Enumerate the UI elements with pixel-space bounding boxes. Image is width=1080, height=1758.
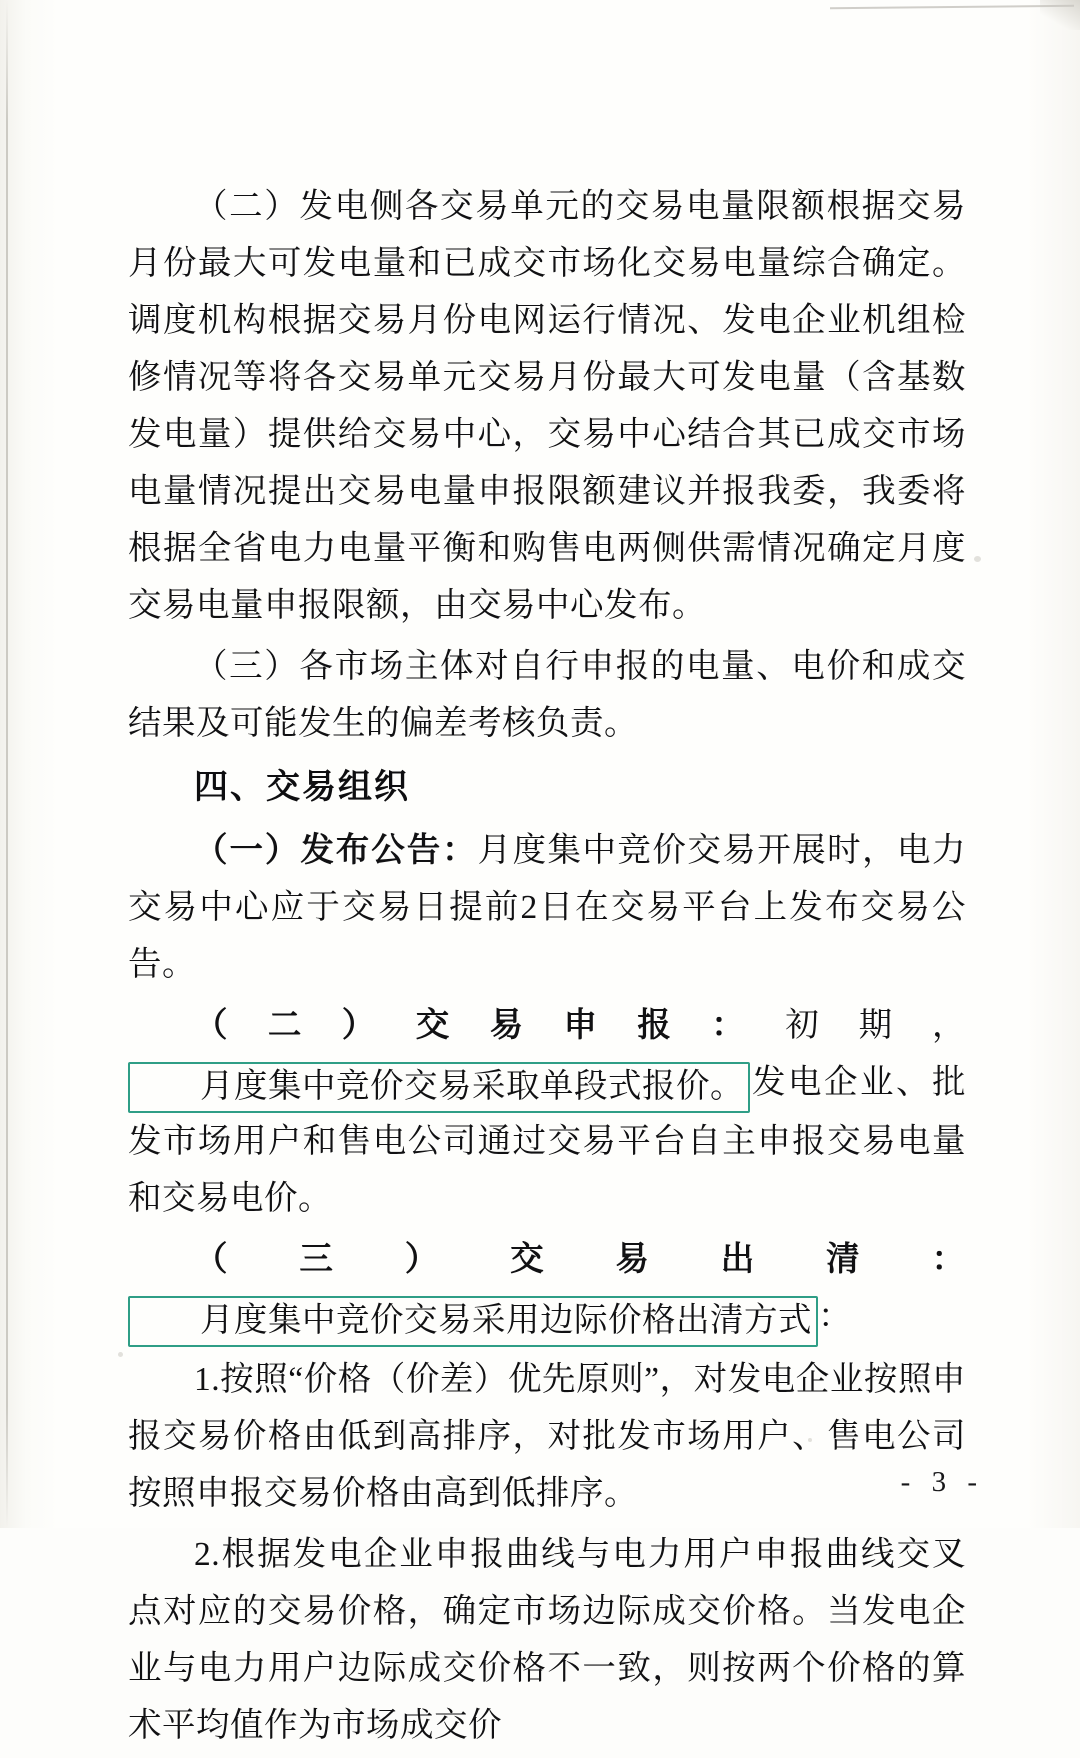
- numbered-item-2: 2.根据发电企业申报曲线与电力用户申报曲线交叉点对应的交易价格，确定市场边际成交价格。当发电企业与电力用户边际成交价格不一致，则按两个价格的算术平均值作为市场成交价: [128, 1536, 966, 1744]
- numbered-item-1: 1.按照“价格（价差）优先原则”，对发电企业按照申报交易价格由低到高排序，对批发市场用户、售电公司按照申报交易价格由高到低排序。: [128, 1361, 966, 1512]
- document-body: [128, 178, 966, 1758]
- scan-speck: [974, 556, 981, 562]
- paragraph-er: （二）发电侧各交易单元的交易电量限额根据交易月份最大可发电量和已成交市场化交易电量综合确定。调度机构根据交易月份电网运行情况、发电企业机组检修情况等将各交易单元交易月份最大可发电量（含基数发电量）提供给交易中心，交易中心结合其已成交市场电量情况提出交易电量申报限额建议并报我委，我委将根据全省电力电量平衡和购售电两侧供需情况确定月度交易电量申报限额，由交易中心发布。: [128, 188, 966, 624]
- section-heading: 四、交易组织: [194, 769, 410, 806]
- item-declaration-lead: （二）交易申报：: [194, 1007, 786, 1044]
- item-declaration-text-before: 初期，: [785, 1007, 967, 1044]
- scan-speck: [118, 1352, 123, 1357]
- item-declaration-text-after: 发电企业、批发市场用户和售电公司通过交易平台自主申报交易电量和交易电价。: [128, 1064, 966, 1217]
- highlight-box-marginal-price-clearing: 月度集中竞价交易采用边际价格出清方式: [128, 1296, 818, 1347]
- paragraph-san: （三）各市场主体对自行申报的电量、电价和成交结果及可能发生的偏差考核负责。: [128, 648, 966, 742]
- item-clearing-text-after: ：: [818, 1298, 852, 1335]
- item-clearing-lead: （三）交易出清：: [194, 1241, 966, 1278]
- item-announcement: [128, 822, 966, 993]
- item-clearing: [128, 1231, 966, 1347]
- paper-edge-left: [6, 0, 8, 1528]
- item-announcement-lead: （一）发布公告：: [194, 832, 478, 869]
- item-announcement-text: 月度集中竞价交易开展时，电力交易中心应于交易日提前2日在交易平台上发布交易公告。: [128, 832, 967, 983]
- page-number: - 3 -: [900, 1466, 984, 1498]
- highlight-box-single-segment-quote: 月度集中竞价交易采取单段式报价。: [128, 1062, 750, 1113]
- item-declaration: [128, 997, 966, 1227]
